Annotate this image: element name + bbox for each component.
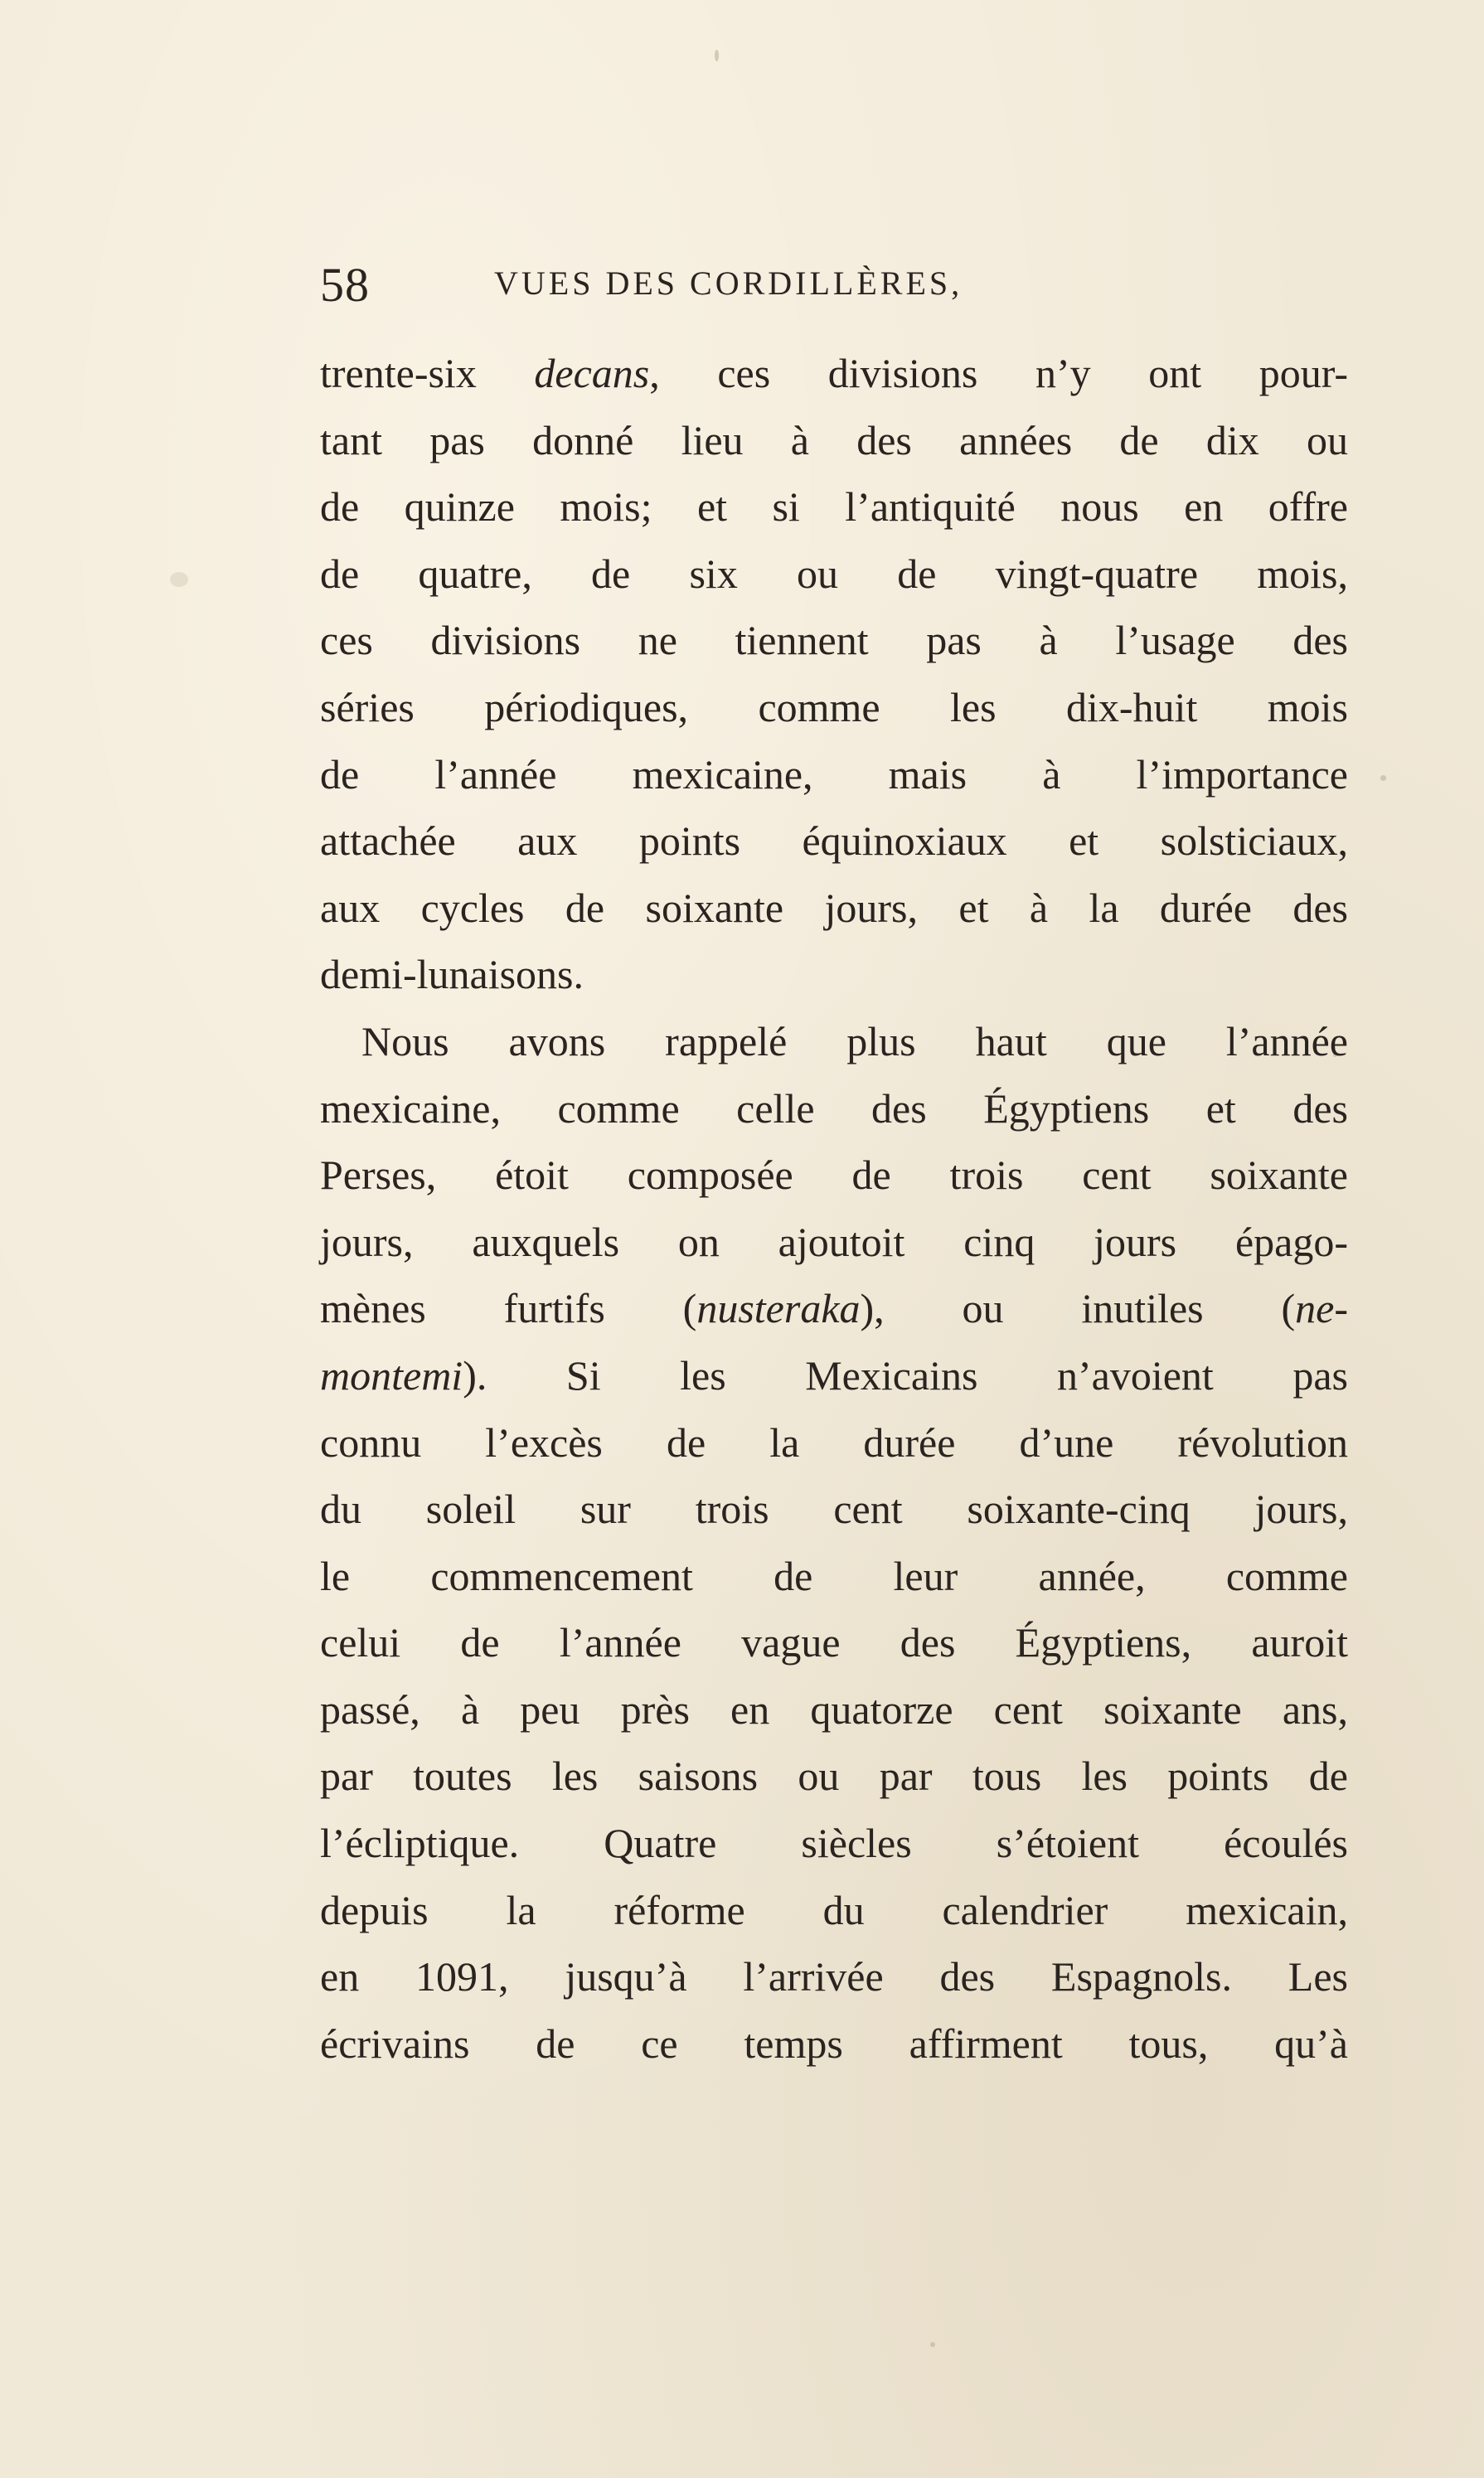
running-title: VUES DES CORDILLÈRES, bbox=[494, 264, 963, 302]
paper-speck bbox=[170, 572, 188, 587]
text-line: trente-six decans, ces divisions n’y ont pour- bbox=[320, 350, 1348, 396]
text-line: jours, auxquels on ajoutoit cinq jours épago- bbox=[320, 1218, 1348, 1265]
text-line: demi-lunaisons. bbox=[320, 951, 584, 998]
text-line: passé, à peu près en quatorze cent soixante ans, bbox=[320, 1685, 1348, 1733]
text-line: séries périodiques, comme les dix-huit mois bbox=[320, 683, 1348, 730]
text-line: ces divisions ne tiennent pas à l’usage des bbox=[320, 617, 1348, 664]
text-line: aux cycles de soixante jours, et à la durée des bbox=[320, 884, 1348, 931]
text-line: celui de l’année vague des Égyptiens, auroit bbox=[320, 1619, 1348, 1666]
text-line: mènes furtifs (nusteraka), ou inutiles (ne- bbox=[320, 1285, 1348, 1332]
page-number: 58 bbox=[320, 258, 370, 312]
text-line: tant pas donné lieu à des années de dix ou bbox=[320, 416, 1348, 463]
text-line: par toutes les saisons ou par tous les points de bbox=[320, 1753, 1348, 1800]
paragraph-start-line: Nous avons rappelé plus haut que l’année bbox=[361, 1017, 1348, 1064]
paper-speck bbox=[930, 2342, 935, 2347]
text-line: montemi). Si les Mexicains n’avoient pas bbox=[320, 1351, 1348, 1399]
text-line: de l’année mexicaine, mais à l’importance bbox=[320, 750, 1348, 798]
paper-speck bbox=[1380, 775, 1386, 781]
text-line: Perses, étoit composée de trois cent soixante bbox=[320, 1152, 1348, 1199]
text-line: en 1091, jusqu’à l’arrivée des Espagnols. Les bbox=[320, 1953, 1348, 2000]
text-line: de quatre, de six ou de vingt-quatre mois, bbox=[320, 550, 1348, 597]
text-line: mexicaine, comme celle des Égyptiens et des bbox=[320, 1084, 1348, 1132]
text-line: connu l’excès de la durée d’une révolution bbox=[320, 1418, 1348, 1466]
text-line: du soleil sur trois cent soixante-cinq jours, bbox=[320, 1486, 1348, 1533]
text-line: l’écliptique. Quatre siècles s’étoient écoulés bbox=[320, 1820, 1348, 1867]
text-line: de quinze mois; et si l’antiquité nous en offre bbox=[320, 483, 1348, 531]
text-line: depuis la réforme du calendrier mexicain, bbox=[320, 1886, 1348, 1933]
body-text bbox=[320, 340, 1348, 2077]
running-header bbox=[320, 257, 1398, 323]
paper-speck bbox=[715, 50, 719, 61]
text-line: écrivains de ce temps affirment tous, qu’à bbox=[320, 2020, 1348, 2067]
text-line: attachée aux points équinoxiaux et solsticiaux, bbox=[320, 817, 1348, 865]
text-line: le commencement de leur année, comme bbox=[320, 1552, 1348, 1599]
